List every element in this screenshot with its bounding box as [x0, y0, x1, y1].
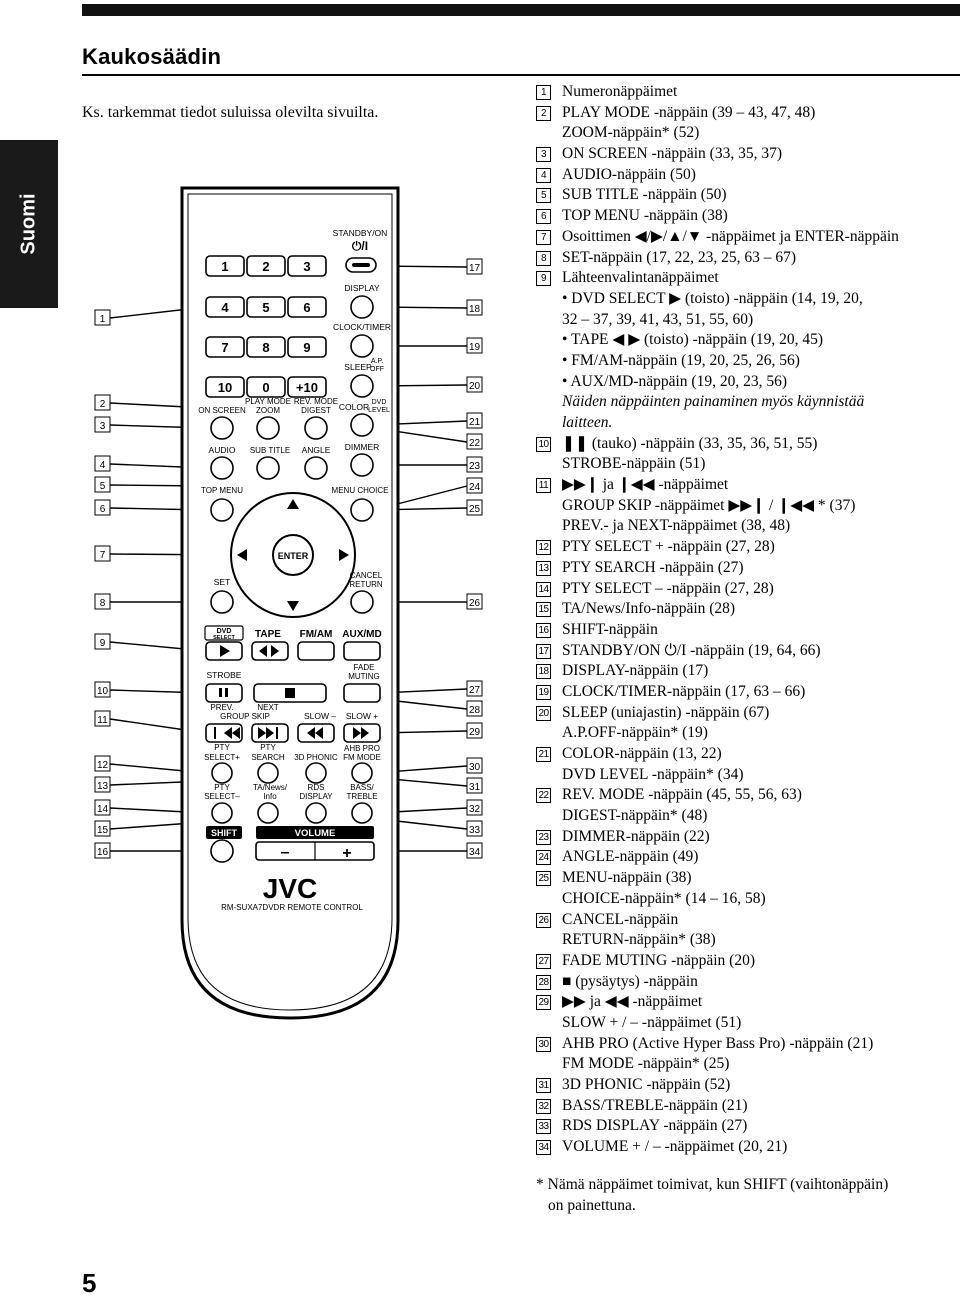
muting-label: MUTING [348, 672, 380, 681]
audio-button [211, 457, 233, 479]
digest-label: DIGEST [301, 406, 331, 415]
legend-item [536, 1137, 960, 1158]
legend-number: 22 [536, 788, 551, 803]
standby-label: STANDBY/ON [332, 228, 388, 238]
legend-line: laitteen. [562, 414, 613, 431]
bass-treble-label: TREBLE [346, 792, 378, 801]
legend-number: 10 [536, 437, 551, 452]
numpad-label: 1 [221, 259, 229, 274]
legend-line: • AUX/MD-näppäin (19, 20, 23, 56) [562, 372, 787, 390]
legend-line: FM MODE -näppäin* (25) [562, 1055, 730, 1073]
legend-number: 8 [536, 251, 551, 266]
legend-number: 27 [536, 954, 551, 969]
legend-number: 32 [536, 1099, 551, 1114]
pause-icon [225, 688, 228, 697]
legend-number: 12 [536, 540, 551, 555]
ahb-pro-button [352, 763, 372, 783]
legend-line: CLOCK/TIMER-näppäin (17, 63 – 66) [562, 682, 806, 700]
dvd-select-label: SELECT [213, 635, 235, 641]
callout-number: 19 [468, 342, 481, 353]
callout-number: 22 [468, 438, 481, 449]
prev-label: PREV. [210, 703, 234, 712]
legend-number: 11 [536, 478, 551, 493]
legend-line: MENU-näppäin (38) [562, 869, 692, 887]
legend-item [536, 1075, 960, 1096]
legend-line: SUB TITLE -näppäin (50) [562, 186, 727, 204]
legend-item [536, 1116, 960, 1137]
legend-line: AUDIO-näppäin (50) [562, 165, 696, 183]
legend-line: SHIFT-näppäin [562, 620, 658, 638]
legend-number: 24 [536, 850, 551, 865]
callout-number: 5 [99, 481, 106, 492]
legend-number: 5 [536, 188, 551, 203]
legend-line: RDS DISPLAY -näppäin (27) [562, 1117, 748, 1135]
power-symbol: ⏻/I [351, 239, 369, 253]
callout-number: 24 [468, 482, 481, 493]
legend-item [536, 785, 960, 826]
angle-label: ANGLE [301, 445, 331, 455]
legend-item [536, 103, 960, 144]
pty-search-button [258, 763, 278, 783]
footnote-line-1: * Nämä näppäimet toimivat, kun SHIFT (vaihtonäppäin) [536, 1176, 889, 1193]
return-label: RETURN [349, 580, 383, 589]
pty-label: PTY [214, 743, 230, 752]
callout-number: 30 [468, 762, 481, 773]
tape-label: TAPE [255, 629, 281, 640]
button-legend [536, 82, 960, 1158]
legend-item [536, 599, 960, 620]
display-label: DISPLAY [344, 283, 380, 293]
callout-number: 7 [99, 550, 106, 561]
legend-number: 18 [536, 664, 551, 679]
callout-number: 33 [468, 825, 481, 836]
legend-line: AHB PRO (Active Hyper Bass Pro) -näppäin (21) [562, 1034, 874, 1052]
ahb-pro-label: AHB PRO [343, 744, 381, 753]
set-label: SET [213, 577, 231, 587]
legend-number: 34 [536, 1140, 551, 1155]
jvc-logo: JVC [262, 873, 318, 904]
callout-number: 3 [99, 421, 106, 432]
legend-number: 23 [536, 830, 551, 845]
volume-label: VOLUME [294, 828, 336, 839]
play-mode-button [257, 417, 279, 439]
callout-number: 6 [99, 504, 106, 515]
callout-number: 2 [99, 399, 106, 410]
legend-line: COLOR-näppäin (13, 22) [562, 745, 722, 762]
legend-line: SLEEP (uniajastin) -näppäin (67) [562, 703, 770, 721]
pause-icon [219, 688, 222, 697]
legend-line: REV. MODE -näppäin (45, 55, 56, 63) [562, 786, 802, 804]
menu-choice-label: MENU CHOICE [331, 486, 389, 495]
cancel-button [351, 591, 373, 613]
aux-md-label: AUX/MD [342, 629, 382, 640]
legend-item [536, 868, 960, 909]
legend-number: 28 [536, 975, 551, 990]
dvd-level-label: DVD [371, 399, 387, 406]
legend-line: PREV.- ja NEXT-näppäimet (38, 48) [562, 517, 791, 535]
legend-item [536, 910, 960, 951]
legend-line: GROUP SKIP -näppäimet ▶▶❙ / ❙◀◀ * (37) [562, 496, 856, 514]
legend-item [536, 847, 960, 868]
legend-item [536, 268, 960, 434]
legend-number: 20 [536, 706, 551, 721]
callout-number: 17 [468, 263, 481, 274]
rev-mode-label: REV. MODE [293, 397, 339, 406]
sleep-label: SLEEP [344, 362, 372, 372]
callout-number: 18 [468, 304, 481, 315]
legend-line: ON SCREEN -näppäin (33, 35, 37) [562, 145, 782, 163]
legend-line: RETURN-näppäin* (38) [562, 931, 716, 949]
legend-line: TOP MENU -näppäin (38) [562, 207, 728, 225]
legend-line: Numeronäppäimet [562, 83, 678, 100]
ta-news-label: TA/News/ [252, 783, 288, 792]
legend-number: 19 [536, 685, 551, 700]
fade-muting-button [344, 684, 380, 702]
legend-number: 30 [536, 1037, 551, 1052]
legend-number: 4 [536, 168, 551, 183]
numpad-label: 10 [217, 380, 233, 395]
ta-news-label: Info [263, 792, 277, 801]
pty-label: PTY [260, 743, 276, 752]
top-menu-label: TOP MENU [201, 486, 243, 495]
legend-line: STANDBY/ON ⏻/I -näppäin (19, 64, 66) [562, 641, 821, 659]
legend-number: 15 [536, 602, 551, 617]
next-label: NEXT [257, 703, 279, 712]
legend-number: 16 [536, 623, 551, 638]
fm-mode-label: FM MODE [343, 753, 381, 762]
callout-number: 10 [96, 686, 109, 697]
stop-icon [285, 688, 295, 698]
legend-item [536, 537, 960, 558]
callout-number: 26 [468, 598, 481, 609]
pty-label: PTY [214, 783, 230, 792]
tape-button [252, 642, 288, 660]
rds-display-button [306, 803, 326, 823]
numpad-label: 0 [262, 380, 270, 395]
rev-mode-button [305, 417, 327, 439]
legend-item [536, 641, 960, 662]
dvd-level-label: LEVEL [368, 407, 390, 414]
legend-line: ▶▶ ja ◀◀ -näppäimet [562, 993, 703, 1011]
legend-line: Lähteenvalintanäppäimet [562, 269, 719, 287]
callout-number: 34 [468, 847, 481, 858]
page-subtitle: Ks. tarkemmat tiedot suluissa olevilta sivuilta. [82, 104, 379, 121]
legend-item [536, 992, 960, 1033]
color-button [351, 414, 373, 436]
callout-number: 23 [468, 461, 481, 472]
pty-select-minus-label: SELECT– [204, 792, 240, 801]
legend-number: 29 [536, 995, 551, 1010]
legend-line: DISPLAY-näppäin (17) [562, 662, 709, 680]
callout-number: 13 [96, 781, 109, 792]
slow-minus-label: SLOW – [303, 711, 337, 721]
legend-line: CHOICE-näppäin* (14 – 16, 58) [562, 889, 766, 907]
sub-title-label: SUB TITLE [249, 446, 291, 455]
sleep-button [351, 375, 373, 397]
numpad-label: 2 [262, 259, 270, 274]
audio-label: AUDIO [208, 445, 236, 455]
ap-off-label: A.P. [370, 358, 384, 365]
numpad-label: 6 [303, 300, 311, 315]
side-tab-label: Suomi [17, 193, 40, 255]
clock-timer-button [351, 335, 373, 357]
footnote [536, 1174, 888, 1216]
shift-label: SHIFT [211, 828, 237, 838]
legend-item [536, 703, 960, 744]
rds-display-label: DISPLAY [299, 792, 333, 801]
callout-number: 4 [99, 460, 106, 471]
pty-select-plus-button [212, 763, 232, 783]
legend-line: • FM/AM-näppäin (19, 20, 25, 26, 56) [562, 351, 800, 369]
legend-line: PTY SEARCH -näppäin (27) [562, 558, 744, 576]
sub-title-button [257, 457, 279, 479]
bass-treble-label: BASS/ [350, 783, 374, 792]
legend-line: 32 – 37, 39, 41, 43, 51, 55, 60) [562, 310, 754, 328]
legend-item [536, 206, 960, 227]
legend-item [536, 579, 960, 600]
display-button [351, 296, 373, 318]
callout-number: 8 [99, 598, 106, 609]
legend-number: 6 [536, 209, 551, 224]
callout-number: 15 [96, 825, 109, 836]
3d-phonic-label: 3D PHONIC [294, 753, 338, 762]
pty-select-minus-button [212, 803, 232, 823]
legend-number: 17 [536, 644, 551, 659]
angle-button [305, 457, 327, 479]
legend-line: ZOOM-näppäin* (52) [562, 124, 700, 142]
footnote-line-2: on painettuna. [548, 1197, 636, 1214]
pause-button [206, 684, 242, 702]
clock-timer-label: CLOCK/TIMER [332, 322, 392, 332]
legend-number: 21 [536, 747, 551, 762]
legend-line: CANCEL-näppäin [562, 910, 679, 928]
slow-plus-label: SLOW + [345, 711, 379, 721]
callout-number: 29 [468, 727, 481, 738]
callout-number: 31 [468, 782, 481, 793]
legend-item [536, 82, 960, 103]
legend-number: 2 [536, 106, 551, 121]
legend-line: VOLUME + / – -näppäimet (20, 21) [562, 1138, 788, 1156]
legend-item [536, 951, 960, 972]
volume-plus-label: + [342, 845, 352, 862]
callout-number: 20 [468, 381, 481, 392]
standby-led [352, 263, 370, 267]
numpad-label: 4 [221, 300, 229, 315]
legend-line: SET-näppäin (17, 22, 23, 25, 63 – 67) [562, 248, 797, 266]
callout-number: 12 [96, 760, 109, 771]
legend-number: 7 [536, 230, 551, 245]
callout-number: 9 [99, 638, 106, 649]
color-label: COLOR [338, 402, 370, 412]
play-mode-label: PLAY MODE [245, 397, 291, 406]
legend-item [536, 827, 960, 848]
callout-number: 27 [468, 685, 481, 696]
legend-number: 3 [536, 147, 551, 162]
dvd-select-label: DVD [216, 628, 232, 635]
legend-number: 26 [536, 913, 551, 928]
legend-item [536, 185, 960, 206]
legend-number: 33 [536, 1119, 551, 1134]
legend-line: ❚❚ (tauko) -näppäin (33, 35, 36, 51, 55) [562, 434, 818, 452]
legend-line: Osoittimen ◀/▶/▲/▼ -näppäimet ja ENTER-näppäin [562, 227, 899, 245]
dimmer-label: DIMMER [344, 442, 380, 452]
callout-number: 14 [96, 804, 109, 815]
legend-line: PTY SELECT + -näppäin (27, 28) [562, 538, 775, 556]
ap-off-label: OFF [370, 366, 384, 373]
page-heading: Kaukosäädin [82, 44, 222, 69]
callout-number: 11 [97, 715, 108, 726]
legend-line: BASS/TREBLE-näppäin (21) [562, 1096, 748, 1114]
legend-number: 25 [536, 871, 551, 886]
legend-line: A.P.OFF-näppäin* (19) [562, 724, 708, 742]
legend-line: FADE MUTING -näppäin (20) [562, 951, 755, 969]
callout-number: 16 [96, 847, 109, 858]
legend-line: DIMMER-näppäin (22) [562, 827, 710, 845]
legend-item [536, 165, 960, 186]
numpad-label: +10 [295, 380, 319, 395]
fm-am-button [298, 642, 334, 660]
legend-number: 31 [536, 1078, 551, 1093]
shift-button [211, 840, 233, 862]
3d-phonic-button [306, 763, 326, 783]
menu-choice-button [351, 499, 373, 521]
legend-line: PLAY MODE -näppäin (39 – 43, 47, 48) [562, 103, 816, 121]
callout-number: 21 [468, 417, 481, 428]
legend-number: 1 [536, 85, 551, 100]
legend-item [536, 144, 960, 165]
volume-minus-label: – [280, 844, 290, 861]
set-button [211, 591, 233, 613]
strobe-label: STROBE [206, 670, 242, 680]
legend-line: SLOW + / – -näppäimet (51) [562, 1013, 742, 1031]
dimmer-button [351, 454, 373, 476]
legend-number: 14 [536, 582, 551, 597]
legend-line: TA/News/Info-näppäin (28) [562, 600, 736, 618]
legend-item [536, 248, 960, 269]
numpad-label: 9 [303, 340, 311, 355]
legend-number: 13 [536, 561, 551, 576]
legend-item [536, 972, 960, 993]
enter-label: ENTER [277, 551, 309, 561]
legend-item [536, 661, 960, 682]
legend-line: • TAPE ◀ ▶ (toisto) -näppäin (19, 20, 45) [562, 331, 824, 349]
pty-select-plus-label: SELECT+ [204, 753, 240, 762]
legend-item [536, 1096, 960, 1117]
on-screen-label: ON SCREEN [198, 406, 246, 415]
legend-item [536, 1034, 960, 1075]
cancel-label: CANCEL [349, 571, 383, 580]
legend-item [536, 682, 960, 703]
legend-line: PTY SELECT – -näppäin (27, 28) [562, 579, 774, 597]
legend-line: • DVD SELECT ▶ (toisto) -näppäin (14, 19, 20, [562, 289, 863, 307]
legend-line: ▶▶❙ ja ❙◀◀ -näppäimet [562, 476, 729, 494]
legend-item [536, 227, 960, 248]
rds-label: RDS [307, 783, 325, 792]
ta-news-button [258, 803, 278, 823]
legend-number: 9 [536, 271, 551, 286]
page-number: 5 [82, 1268, 97, 1298]
pty-search-label: SEARCH [251, 753, 285, 762]
legend-item [536, 620, 960, 641]
top-menu-button [211, 499, 233, 521]
group-skip-label: GROUP SKIP [220, 712, 270, 721]
legend-line: STROBE-näppäin (51) [562, 455, 706, 473]
legend-line: ANGLE-näppäin (49) [562, 848, 699, 866]
fm-am-label: FM/AM [299, 629, 333, 640]
aux-md-button [344, 642, 380, 660]
legend-line: ■ (pysäytys) -näppäin [562, 972, 698, 990]
legend-item [536, 434, 960, 475]
numpad-label: 8 [262, 340, 270, 355]
legend-item [536, 558, 960, 579]
zoom-label: ZOOM [256, 406, 280, 415]
numpad-label: 5 [262, 300, 270, 315]
legend-line: 3D PHONIC -näppäin (52) [562, 1076, 731, 1093]
callout-number: 32 [468, 804, 481, 815]
legend-line: Näiden näppäinten painaminen myös käynnistää [562, 393, 865, 411]
callout-number: 1 [99, 314, 106, 325]
callout-number: 25 [468, 504, 481, 515]
numpad-label: 7 [221, 340, 229, 355]
legend-item [536, 475, 960, 537]
legend-line: DIGEST-näppäin* (48) [562, 807, 708, 825]
callout-number: 28 [468, 705, 481, 716]
model-label: RM-SUXA7DVDR REMOTE CONTROL [221, 903, 363, 912]
fade-label: FADE [353, 663, 375, 672]
on-screen-button [211, 417, 233, 439]
numpad-label: 3 [303, 259, 311, 274]
legend-item [536, 744, 960, 785]
legend-line: DVD LEVEL -näppäin* (34) [562, 765, 744, 783]
bass-treble-button [352, 803, 372, 823]
